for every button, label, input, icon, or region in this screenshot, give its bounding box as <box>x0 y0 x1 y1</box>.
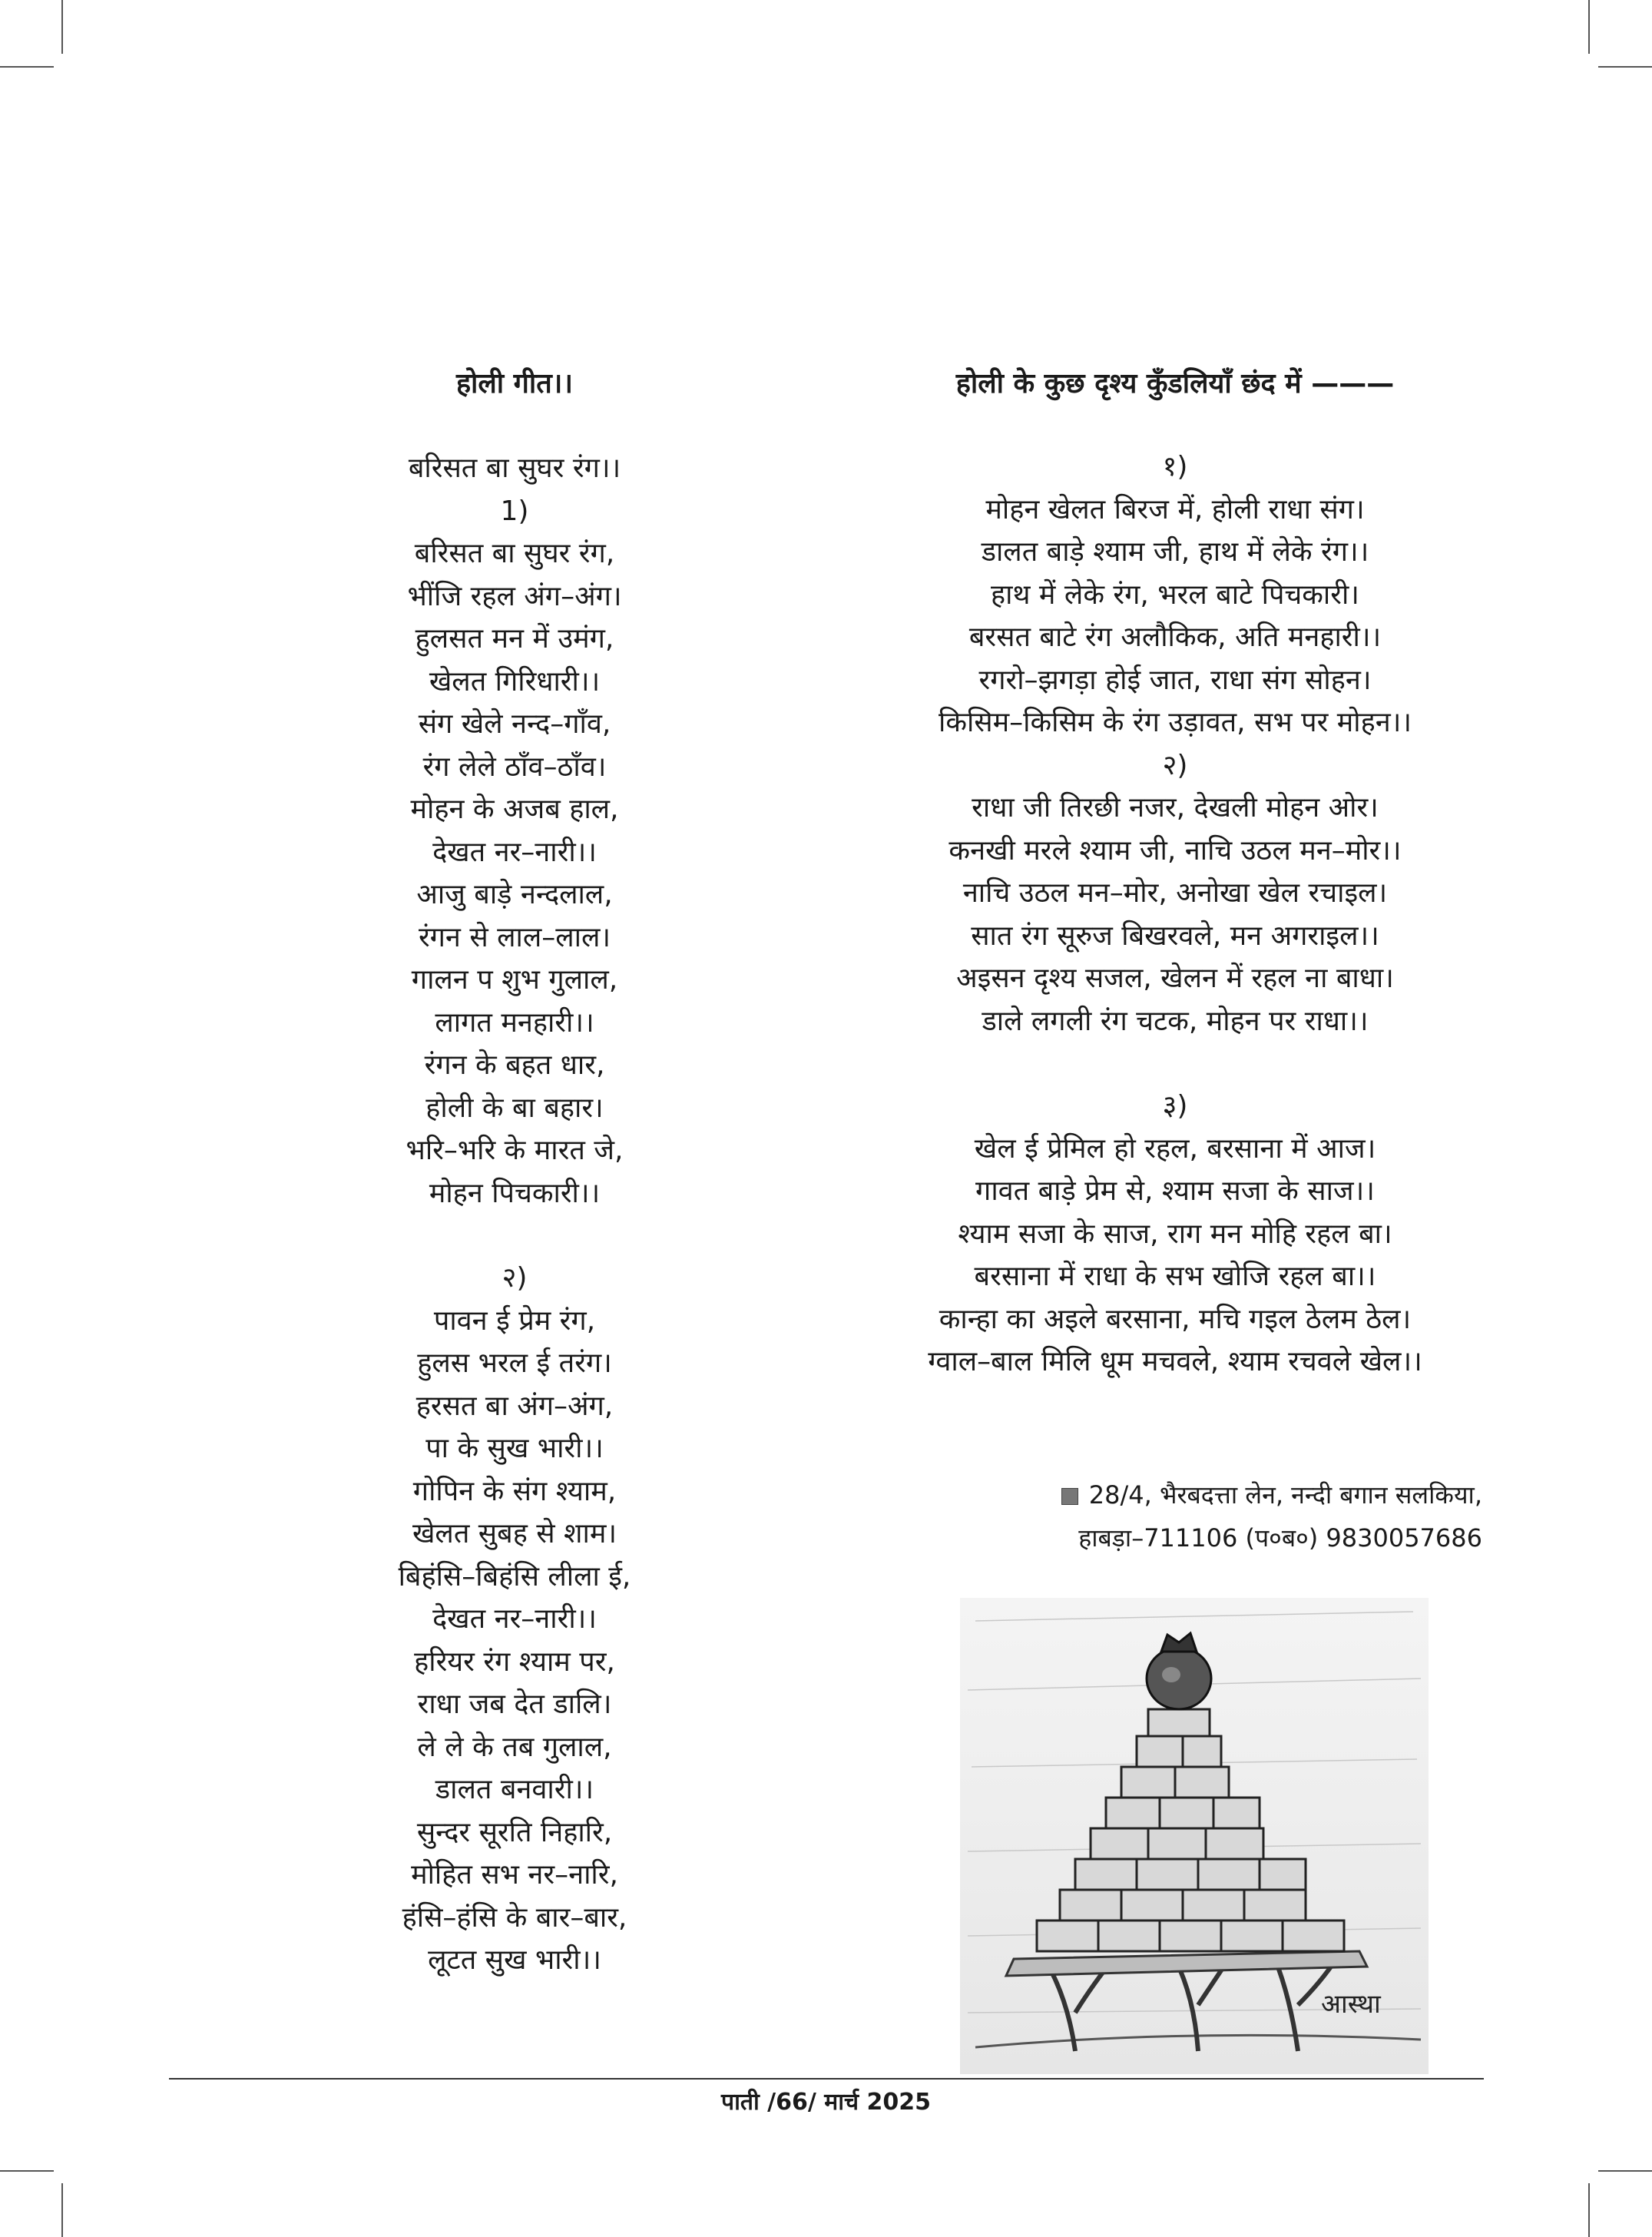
stanza-gap <box>837 1042 1513 1085</box>
verse-line: कान्हा का अइले बरसाना, मचि गइल ठेलम ठेल। <box>939 1303 1412 1335</box>
verse-line: हाथ में लेके रंग, भरल बाटे पिचकारी। <box>991 578 1359 611</box>
verse-line: डालत बाड़े श्याम जी, हाथ में लेके रंग।। <box>981 536 1369 568</box>
verse-line: सुन्दर सूरति निहारि, <box>416 1816 613 1848</box>
verse-line: रंगन के बहत धार, <box>424 1049 605 1081</box>
verse-line: भींजि रहल अंग–अंग। <box>407 580 622 612</box>
verse-line: हरसत बा अंग–अंग, <box>415 1390 614 1422</box>
address-line-1 <box>960 1473 1482 1516</box>
verse-line: गालन प शुभ गुलाल, <box>411 964 618 996</box>
verse-line: पा के सुख भारी।। <box>425 1433 604 1464</box>
stanza-number: ३) <box>1162 1090 1188 1122</box>
pencil-sketch-illustration <box>960 1598 1429 2074</box>
verse-line: ग्वाल–बाल मिलि धूम मचवले, श्याम रचवले खेल।। <box>928 1346 1422 1377</box>
page-footer: पाती /66/ मार्च 2025 <box>721 2089 931 2116</box>
verse-line: राधा जी तिरछी नजर, देखली मोहन ओर। <box>972 792 1379 824</box>
verse-line: मोहन खेलत बिरज में, होली राधा संग। <box>985 493 1365 525</box>
right-stanza-3 <box>837 1128 1513 1384</box>
right-stanza-1 <box>837 489 1513 744</box>
verse-line: श्याम सजा के साज, राग मन मोहि रहल बा। <box>958 1218 1392 1250</box>
verse-line: रंगन से लाल–लाल। <box>418 921 611 953</box>
verse-line: देखत नर–नारी।। <box>432 836 597 868</box>
stanza-number: 1) <box>500 495 529 527</box>
verse-line: किसिम–किसिम के रंग उड़ावत, सभ पर मोहन।। <box>939 707 1412 738</box>
crop-mark <box>0 66 54 68</box>
author-address <box>960 1473 1482 1559</box>
crop-mark <box>0 2170 54 2172</box>
verse-line: राधा जब देत डालि। <box>417 1689 612 1720</box>
verse-line: बरसत बाटे रंग अलौकिक, अति मनहारी।। <box>968 621 1382 653</box>
verse-line: खेलत सुबह से शाम। <box>412 1518 617 1549</box>
verse-line: देखत नर–नारी।। <box>432 1603 597 1635</box>
verse-line: मोहन के अजब हाल, <box>410 794 619 825</box>
verse-line: रंग लेले ठाँव–ठाँव। <box>422 751 607 783</box>
verse-line: पावन ई प्रेम रंग, <box>433 1304 596 1337</box>
verse-line: मोहित सभ नर–नारि, <box>411 1859 618 1891</box>
address-line-2: हाबड़ा–711106 (प०ब०) 9830057686 <box>1078 1523 1482 1553</box>
right-poem-title: होली के कुछ दृश्य कुँडलियाँ छंद में ——— <box>955 368 1395 399</box>
stanza-number: २) <box>502 1262 528 1294</box>
left-poem <box>300 361 730 1982</box>
verse-line: गोपिन के संग श्याम, <box>412 1475 617 1507</box>
artist-signature: आस्था <box>1321 1989 1381 2020</box>
verse-line: डालत बनवारी।। <box>435 1774 594 1805</box>
verse-line: होली के बा बहार। <box>425 1092 604 1124</box>
square-bullet-icon <box>1061 1488 1078 1505</box>
left-poem-subtitle: बरिसत बा सुघर रंग।। <box>408 452 621 484</box>
crop-mark <box>1588 0 1590 54</box>
verse-line: लागत मनहारी।। <box>435 1006 594 1039</box>
left-stanza-2 <box>300 1300 730 1982</box>
verse-line: डाले लगली रंग चटक, मोहन पर राधा।। <box>982 1005 1369 1037</box>
verse-line: हरियर रंग श्याम पर, <box>414 1645 615 1678</box>
verse-line: हुलसत मन में उमंग, <box>415 623 614 655</box>
stanza-number: २) <box>1162 749 1188 781</box>
verse-line: कनखी मरले श्याम जी, नाचि उठल मन–मोर।। <box>948 834 1402 867</box>
verse-line: अइसन दृश्य सजल, खेलन में रहल ना बाधा। <box>956 963 1394 994</box>
verse-line: बिहंसि–बिहंसि लीला ई, <box>398 1560 631 1592</box>
verse-line: भरि–भरि के मारत जे, <box>406 1135 624 1166</box>
verse-line: हुलस भरल ई तरंग। <box>417 1347 612 1379</box>
crop-mark <box>1598 2170 1652 2172</box>
left-stanza-1 <box>300 532 730 1215</box>
verse-line: बरसाना में राधा के सभ खोजि रहल बा।। <box>974 1261 1376 1292</box>
verse-line: खेल ई प्रेमिल हो रहल, बरसाना में आज। <box>974 1132 1376 1165</box>
verse-line: रगरो–झगड़ा होई जात, राधा संग सोहन। <box>978 664 1372 696</box>
crop-mark <box>61 2183 63 2237</box>
footer-divider <box>169 2078 1484 2080</box>
verse-line: गावत बाड़े प्रेम से, श्याम सजा के साज।। <box>975 1175 1375 1207</box>
verse-line: सात रंग सूरुज बिखरवले, मन अगराइल।। <box>971 920 1379 952</box>
verse-line: नाचि उठल मन–मोर, अनोखा खेल रचाइल। <box>962 877 1388 909</box>
verse-line: आजु बाड़े नन्दलाल, <box>416 879 613 910</box>
right-poem <box>837 361 1513 1384</box>
verse-line: हंसि–हंसि के बार–बार, <box>402 1901 627 1934</box>
right-stanza-2 <box>837 787 1513 1042</box>
verse-line: संग खेले नन्द–गाँव, <box>418 708 611 740</box>
stanza-gap <box>300 1215 730 1257</box>
stanza-number: १) <box>1162 451 1188 482</box>
crop-mark <box>1598 66 1652 68</box>
left-poem-title: होली गीत।। <box>455 368 574 399</box>
verse-line: ले ले के तब गुलाल, <box>417 1731 612 1763</box>
verse-line: खेलत गिरिधारी।। <box>429 665 601 698</box>
crop-mark <box>61 0 63 54</box>
crop-mark <box>1588 2183 1590 2237</box>
address-text: 28/4, भैरबदत्ता लेन, नन्दी बगान सलकिया, <box>1088 1480 1482 1510</box>
verse-line: मोहन पिचकारी।। <box>429 1177 601 1209</box>
verse-line: लूटत सुख भारी।। <box>428 1944 601 1976</box>
verse-line: बरिसत बा सुघर रंग, <box>414 538 615 569</box>
